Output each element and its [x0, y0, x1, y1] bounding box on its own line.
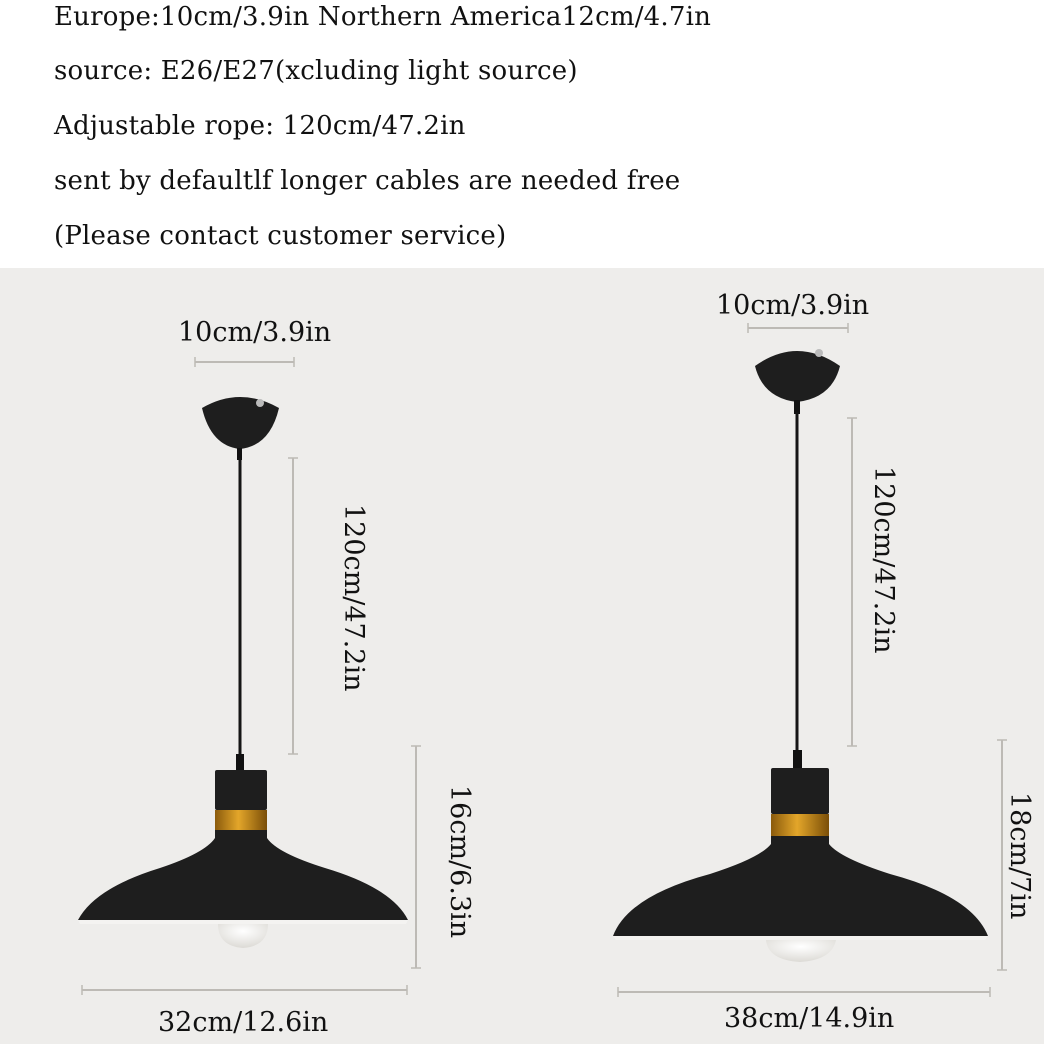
spec-line-source: source: E26/E27(xcluding light source) [54, 56, 578, 86]
small-socket [215, 770, 267, 810]
large-cable-length-label: 120cm/47.2in [868, 466, 899, 654]
lamp-illustration [0, 268, 1044, 1044]
spec-line-contact: (Please contact customer service) [54, 221, 507, 251]
small-lamp-shade [78, 838, 408, 920]
spec-line-rope: Adjustable rope: 120cm/47.2in [54, 111, 466, 141]
small-canopy-width-label: 10cm/3.9in [178, 317, 332, 348]
spec-line-socket-size: Europe:10cm/3.9in Northern America12cm/4.7in [54, 2, 712, 32]
small-lamp [78, 357, 421, 995]
small-bulb [218, 924, 268, 948]
large-lamp-shade [613, 844, 988, 936]
large-bulb [766, 940, 836, 962]
large-height-label: 18cm/7in [1004, 792, 1035, 920]
product-photo [0, 268, 1044, 1044]
small-gold-ring [215, 810, 267, 830]
large-ceiling-canopy [755, 351, 840, 402]
large-socket [771, 768, 829, 814]
large-lamp [613, 323, 1007, 997]
small-width-label: 32cm/12.6in [158, 1007, 329, 1038]
small-ceiling-canopy [202, 397, 279, 449]
small-cable-length-label: 120cm/47.2in [338, 504, 369, 692]
small-height-label: 16cm/6.3in [444, 785, 475, 939]
large-gold-ring [771, 814, 829, 836]
large-width-label: 38cm/14.9in [724, 1003, 895, 1034]
spec-text-block [0, 0, 1044, 268]
large-canopy-width-label: 10cm/3.9in [716, 290, 870, 321]
spec-line-cables: sent by defaultlf longer cables are needed free [54, 166, 681, 196]
